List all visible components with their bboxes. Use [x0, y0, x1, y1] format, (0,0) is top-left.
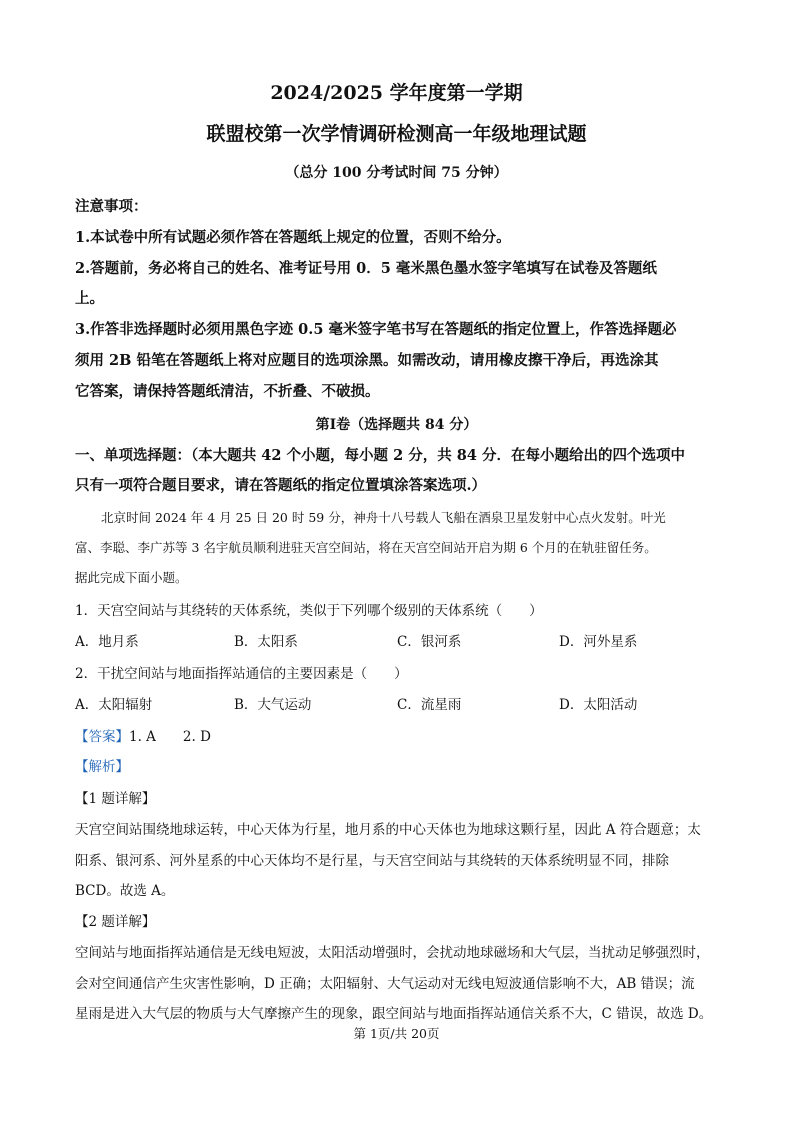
- part-instructions-line2: 只有一项符合题目要求，请在答题纸的指定位置填涂答案选项.）: [75, 477, 487, 494]
- passage-line2: 富、李聪、李广苏等 3 名宇航员顺利进驻天宫空间站，将在天宫空间站开启为期 6 个月的在轨驻留任务。: [75, 540, 657, 555]
- exam-subtitle: （总分 100 分考试时间 75 分钟）: [285, 165, 508, 181]
- question-1-option-b: B．太阳系: [234, 634, 298, 650]
- page-title-line1: 2024/2025 学年度第一学期: [270, 82, 523, 104]
- notice-item-1: 1.本试卷中所有试题必须作答在答题纸上规定的位置，否则不给分。: [75, 229, 511, 246]
- analysis-label: 【解析】: [75, 759, 129, 775]
- notice-item-2-line2: 上。: [75, 290, 104, 307]
- detail-1-line1: 天宫空间站围绕地球运转，中心天体为行星，地月系的中心天体也为地球这颗行星，因此 A 符合题意；太: [75, 822, 701, 838]
- page-title-line2: 联盟校第一次学情调研检测高一年级地理试题: [206, 123, 587, 145]
- question-2-stem: 2．干扰空间站与地面指挥站通信的主要因素是（ ）: [75, 666, 408, 682]
- detail-1-line2: 阳系、银河系、河外星系的中心天体均不是行星，与天宫空间站与其绕转的天体系统明显不同，排除: [75, 853, 669, 869]
- question-1-option-a: A．地月系: [75, 634, 139, 650]
- answer-label: 【答案】: [75, 729, 129, 745]
- notice-item-2-line1: 2.答题前，务必将自己的姓名、准考证号用 0．5 毫米黑色墨水签字笔填写在试卷及答题纸: [75, 260, 657, 277]
- notice-item-3-line1: 3.作答非选择题时必须用黑色字迹 0.5 毫米签字笔书写在答题纸的指定位置上，作答选择题必: [75, 321, 677, 338]
- part-instructions-line1: 一、单项选择题：（本大题共 42 个小题，每小题 2 分，共 84 分．在每小题给出的四个选项中: [75, 447, 685, 464]
- question-1-stem: 1．天宫空间站与其绕转的天体系统，类似于下列哪个级别的天体系统（ ）: [75, 603, 543, 619]
- question-2-option-b: B．大气运动: [234, 697, 312, 713]
- detail-1-line3: BCD。故选 A。: [75, 883, 175, 899]
- question-2-option-c: C．流星雨: [397, 697, 462, 713]
- detail-1-heading: 【1 题详解】: [75, 791, 156, 807]
- question-1-option-d: D．河外星系: [559, 634, 638, 650]
- volume-title: 第Ⅰ卷（选择题共 84 分）: [315, 417, 478, 433]
- detail-2-heading: 【2 题详解】: [75, 914, 156, 930]
- detail-2-line1: 空间站与地面指挥站通信是无线电短波，太阳活动增强时，会扰动地球磁场和大气层，当扰动足够强烈时，: [75, 945, 710, 961]
- detail-2-line3: 星雨是进入大气层的物质与大气摩擦产生的现象，跟空间站与地面指挥站通信关系不大，C 错误，故选 D。: [75, 1006, 713, 1022]
- question-1-option-c: C．银河系: [397, 634, 462, 650]
- question-2-option-a: A．太阳辐射: [75, 697, 153, 713]
- answer-row: [75, 725, 211, 745]
- question-2-option-d: D．太阳活动: [559, 697, 638, 713]
- answer-value: 1. A 2. D: [129, 729, 211, 745]
- notice-item-3-line2: 须用 2B 铅笔在答题纸上将对应题目的选项涂黑。如需改动，请用橡皮擦干净后，再选涂其: [75, 352, 659, 369]
- passage-line3: 据此完成下面小题。: [75, 570, 188, 585]
- page-number: 第 1页/共 20页: [353, 1026, 440, 1041]
- passage-line1: 北京时间 2024 年 4 月 25 日 20 时 59 分，神舟十八号载人飞船在酒泉卫星发射中心点火发射。叶光: [101, 510, 666, 525]
- notice-heading: 注意事项：: [75, 198, 148, 215]
- notice-item-3-line3: 它答案，请保持答题纸清洁，不折叠、不破损。: [75, 383, 380, 400]
- detail-2-line2: 会对空间通信产生灾害性影响，D 正确；太阳辐射、大气运动对无线电短波通信影响不大，AB 错误；流: [75, 976, 695, 992]
